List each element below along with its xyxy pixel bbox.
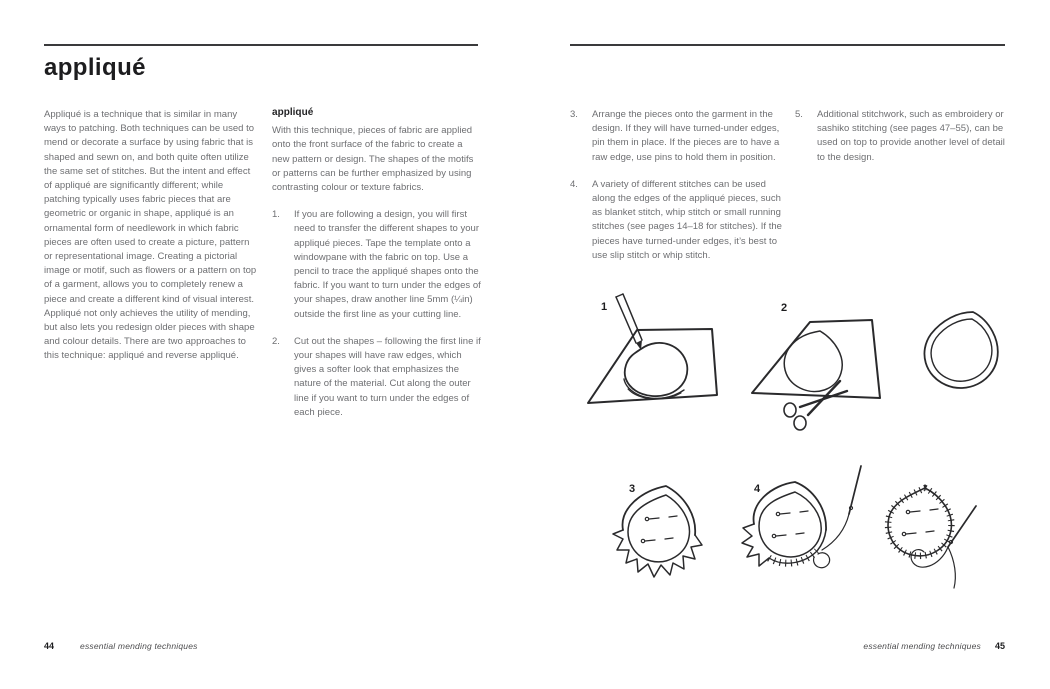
- step-text: Arrange the pieces onto the garment in the design. If they will have turned-under edges, pin them in place. If the pieces are to have a raw edge, use pins to hold them in position.: [592, 109, 780, 163]
- steps-list-left: [272, 208, 482, 420]
- thread-tail: [948, 547, 955, 588]
- step-item-1: [272, 208, 482, 322]
- pinned-piece-illustration: [603, 473, 723, 585]
- step-number: 3.: [570, 109, 578, 120]
- intro-paragraph: Appliqué is a technique that is similar in many ways to patching. Both techniques can be used to mend or decorate a surface by using fabric that is shaped and sewn on, and both quite often utilize the same set of stitches. But the intent and effect of appliqué are significantly different; while patching typically uses fabric pieces that are geometric or organic in shape, appliqué is an ornamental form of needlework in which fabric pieces are often used to create a picture, pattern or representational image. Creating a pictorial image or motif, such as flowers or a pattern on top of a garment, allows you to completely renew a piece and create a different kind of visual interest. Appliqué not only achieves the utility of mending, but also lets you redesign older pieces with shape and colour details. There are two approaches to this technique: appliqué and reverse appliqué.: [44, 109, 257, 362]
- figure-label: 3: [629, 483, 636, 495]
- step-item-5: [795, 108, 1007, 165]
- figure-label: 2: [781, 302, 788, 314]
- scissors-icon: [784, 381, 847, 430]
- running-footer-text: essential mending techniques: [863, 641, 981, 651]
- step-number: 5.: [795, 109, 803, 120]
- whip-stitch-illustration: [728, 458, 878, 593]
- figure-cutout-piece: [905, 308, 1005, 403]
- figure-trace-pencil: [575, 293, 735, 438]
- figure-finished-piece: [862, 468, 997, 598]
- figure-label: 4: [754, 483, 761, 495]
- right-page-footer: [863, 641, 1005, 651]
- thread-loop: [814, 553, 830, 568]
- left-page-footer: [44, 641, 198, 651]
- pin-icon: [772, 511, 808, 538]
- finished-piece-illustration: [862, 468, 997, 598]
- step-item-4: [570, 178, 782, 263]
- steps-column-right-2: [795, 108, 1007, 178]
- running-footer-text: essential mending techniques: [80, 641, 198, 651]
- cutout-piece-illustration: [905, 308, 1005, 403]
- steps-column-right-1: [570, 108, 782, 276]
- page-number: 45: [994, 641, 1005, 651]
- figure-pinned-piece: [603, 473, 723, 585]
- step-number: 4.: [570, 178, 578, 190]
- step-text: If you are following a design, you will first need to transfer the different shapes to your appliqué pieces. Tape the template onto a windowpane with the fabric on top. Use a pencil to trace the appliqué shapes onto the fabric. If you want to turn under the edges of your shapes, draw another line 5mm (¼in) outside the first line as your cutting line.: [294, 209, 481, 320]
- step-text: Additional stitchwork, such as embroidery or sashiko stitching (see pages 47–55), can be used on top to provide another level of detail to the design.: [817, 109, 1005, 163]
- step-item-2: [272, 335, 482, 420]
- figure-label: 1: [601, 301, 608, 313]
- scissors-cut-illustration: [748, 295, 893, 440]
- section-heading: appliqué: [272, 107, 314, 118]
- needle-icon: [849, 466, 861, 514]
- applique-section: [272, 106, 482, 433]
- page-number: 44: [44, 641, 55, 651]
- page-title: appliqué: [44, 54, 146, 81]
- left-page-header-rule: [44, 44, 478, 46]
- step-number: 2.: [272, 335, 280, 347]
- pin-icon: [641, 516, 677, 543]
- figure-cut-scissors: [748, 295, 893, 440]
- step-number: 1.: [272, 209, 280, 221]
- figure-stitching-edges: [728, 458, 878, 593]
- section-description: With this technique, pieces of fabric are applied onto the front surface of the fabric to create a new pattern or design. The shapes of the motifs or patterns can be further emphasized by using contrasting colour or texture fabrics.: [272, 125, 474, 194]
- step-item-3: [570, 108, 782, 165]
- right-page-header-rule: [570, 44, 1005, 46]
- step-text: Cut out the shapes – following the first line if your shapes will have raw edges, which gives a softer look that emphasizes the nature of the material. Cut along the outer line if you want to turn under the edges of each piece.: [294, 335, 481, 418]
- pencil-trace-illustration: [575, 293, 735, 438]
- pin-icon: [902, 509, 938, 536]
- thread-loop: [911, 547, 948, 567]
- step-text: A variety of different stitches can be used along the edges of the appliqué pieces, such as blanket stitch, whip stitch or small running stitches (see pages 14–18 for stitches). If the pieces have turned-under edges, it’s best to use slip stitch or whip stitch.: [592, 178, 782, 261]
